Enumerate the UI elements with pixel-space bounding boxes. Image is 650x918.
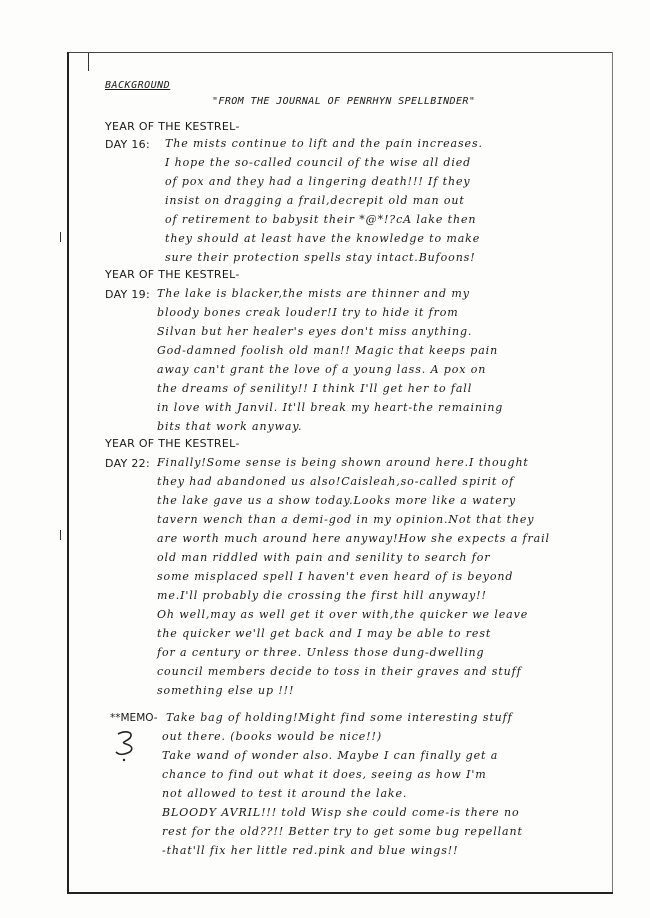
entry-line: bits that work anyway. [157, 420, 303, 433]
entry-line: Silvan but her healer's eyes don't miss anything. [157, 325, 473, 338]
memo-line: chance to find out what it does, seeing as how I'm [162, 768, 487, 781]
page-border-right [612, 52, 613, 894]
entry-line: me.I'll probably die crossing the first hill anyway!! [157, 589, 487, 602]
entry-day: DAY 16: [105, 138, 150, 151]
entry-line: something else up !!! [157, 684, 295, 697]
memo-line: BLOODY AVRIL!!! told Wisp she could come-is there no [162, 806, 520, 819]
entry-line: for a century or three. Unless those dung-dwelling [157, 646, 485, 659]
entry-line: insist on dragging a frail,decrepit old man out [165, 194, 465, 207]
entry-line: council members decide to toss in their graves and stuff [157, 665, 522, 678]
entry-line: The mists continue to lift and the pain increases. [165, 137, 483, 150]
entry-line: the quicker we'll get back and I may be able to rest [157, 627, 492, 640]
entry-line: I hope the so-called council of the wise all died [165, 156, 472, 169]
entry-year: YEAR OF THE KESTREL- [105, 120, 240, 133]
entry-line: of pox and they had a lingering death!!! If they [165, 175, 471, 188]
entry-line: the lake gave us a show today.Looks more like a watery [157, 494, 516, 507]
entry-day: DAY 22: [105, 457, 150, 470]
memo-line: Take wand of wonder also. Maybe I can finally get a [162, 749, 499, 762]
entry-year: YEAR OF THE KESTREL- [105, 268, 240, 281]
entry-line: The lake is blacker,the mists are thinner and my [157, 287, 470, 300]
entry-line: tavern wench than a demi-god in my opinion.Not that they [157, 513, 535, 526]
memo-line: Take bag of holding!Might find some interesting stuff [166, 711, 513, 724]
memo-line: -that'll fix her little red.pink and blue wings!! [162, 844, 459, 857]
entry-line: in love with Janvil. It'll break my heart-the remaining [157, 401, 504, 414]
page-corner-mark [88, 53, 89, 71]
section-title: BACKGROUND [105, 80, 171, 91]
page-border-top [67, 52, 613, 53]
entry-line: the dreams of senility!! I think I'll get her to fall [157, 382, 473, 395]
entry-line: old man riddled with pain and senility to search for [157, 551, 491, 564]
entry-day: DAY 19: [105, 288, 150, 301]
page-margin-mark [60, 530, 61, 540]
memo-line: rest for the old??!! Better try to get some bug repellant [162, 825, 523, 838]
memo-line: out there. (books would be nice!!) [162, 730, 383, 743]
memo-line: not allowed to test it around the lake. [162, 787, 408, 800]
page-border-bottom [67, 892, 613, 894]
entry-line: God-damned foolish old man!! Magic that keeps pain [157, 344, 499, 357]
page-border-left [67, 52, 69, 894]
entry-line: Finally!Some sense is being shown around here.I thought [157, 456, 529, 469]
entry-line: Oh well,may as well get it over with,the quicker we leave [157, 608, 529, 621]
entry-line: away can't grant the love of a young lass. A pox on [157, 363, 487, 376]
entry-year: YEAR OF THE KESTREL- [105, 437, 240, 450]
entry-line: they had abandoned us also!Caisleah,so-called spirit of [157, 475, 515, 488]
memo-label: **MEMO- [110, 712, 158, 724]
page-margin-mark [60, 232, 61, 242]
entry-line: sure their protection spells stay intact.Bufoons! [165, 251, 476, 264]
entry-line: of retirement to babysit their *@*!?cA lake then [165, 213, 477, 226]
handwritten-scribble-icon [112, 724, 152, 764]
entry-line: some misplaced spell I haven't even heard of is beyond [157, 570, 514, 583]
entry-line: they should at least have the knowledge to make [165, 232, 481, 245]
entry-line: are worth much around here anyway!How she expects a frail [157, 532, 550, 545]
entry-line: bloody bones creak louder!I try to hide it from [157, 306, 459, 319]
journal-title: "FROM THE JOURNAL OF PENRHYN SPELLBINDER" [212, 96, 476, 107]
